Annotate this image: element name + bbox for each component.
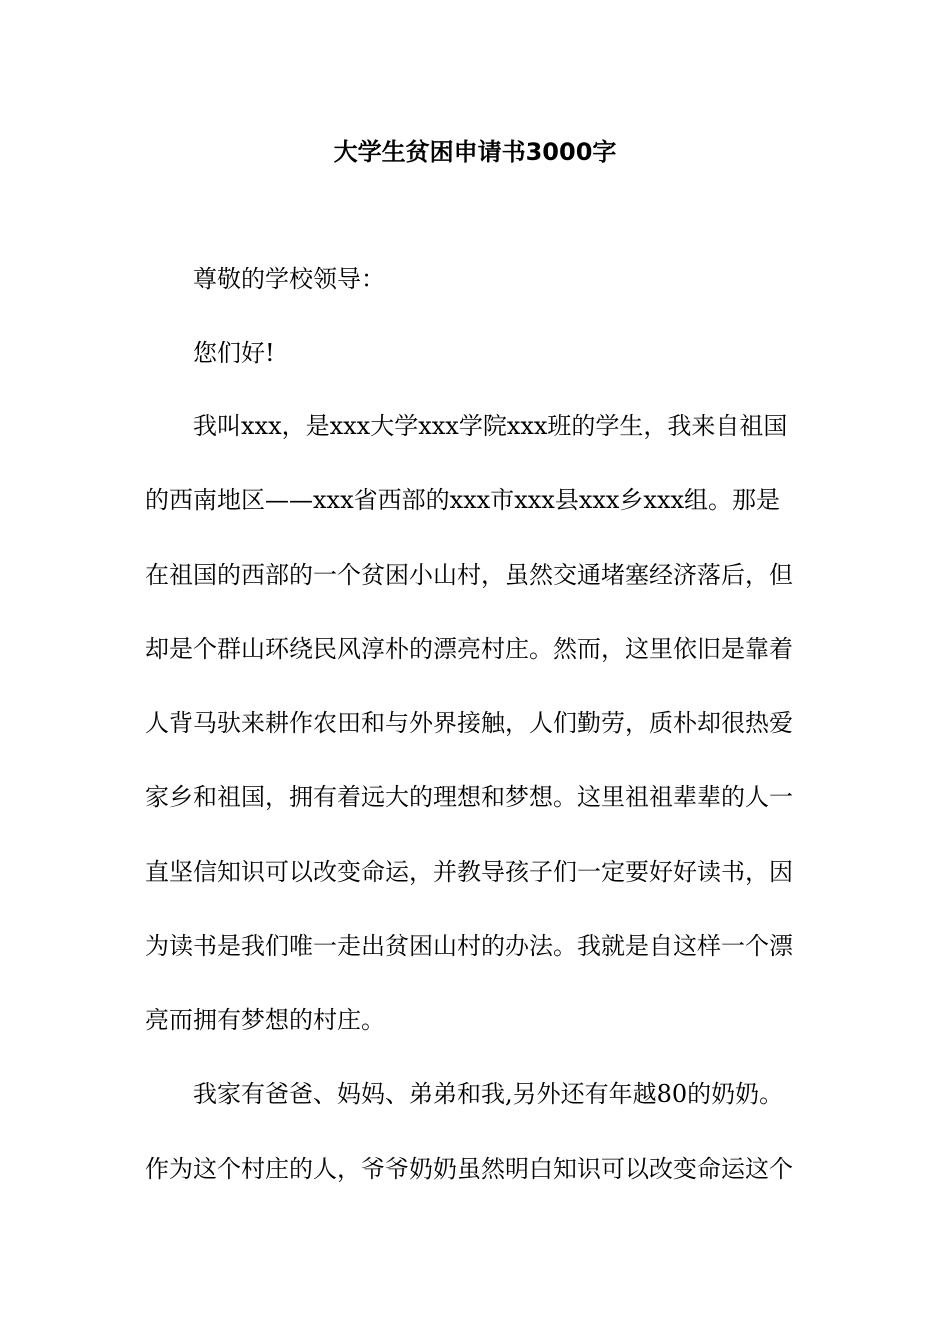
paragraph-1-line-1: 我叫xxx，是xxx大学xxx学院xxx班的学生，我来自祖国 <box>193 412 788 440</box>
paragraph-1-line-9: 亮而拥有梦想的村庄。 <box>145 1006 385 1034</box>
paragraph-2-line-2: 作为这个村庄的人，爷爷奶奶虽然明白知识可以改变命运这个 <box>145 1155 793 1183</box>
paragraph-1-line-8: 为读书是我们唯一走出贫困山村的办法。我就是自这样一个漂 <box>145 932 793 960</box>
paragraph-2-line-1: 我家有爸爸、妈妈、弟弟和我,另外还有年越80的奶奶。 <box>193 1080 784 1108</box>
document-title: 大学生贫困申请书3000字 <box>333 138 617 166</box>
paragraph-1-line-2: 的西南地区——xxx省西部的xxx市xxx县xxx乡xxx组。那是 <box>145 486 781 514</box>
salutation-line: 尊敬的学校领导： <box>193 265 385 293</box>
paragraph-1-line-3: 在祖国的西部的一个贫困小山村，虽然交通堵塞经济落后，但 <box>145 561 793 589</box>
paragraph-1-line-7: 直坚信知识可以改变命运，并教导孩子们一定要好好读书，因 <box>145 858 793 886</box>
greeting-line: 您们好! <box>193 339 275 367</box>
paragraph-1-line-5: 人背马驮来耕作农田和与外界接触，人们勤劳，质朴却很热爱 <box>145 709 793 737</box>
paragraph-1-line-6: 家乡和祖国，拥有着远大的理想和梦想。这里祖祖辈辈的人一 <box>145 783 793 811</box>
paragraph-1-line-4: 却是个群山环绕民风淳朴的漂亮村庄。然而，这里依旧是靠着 <box>145 635 793 663</box>
